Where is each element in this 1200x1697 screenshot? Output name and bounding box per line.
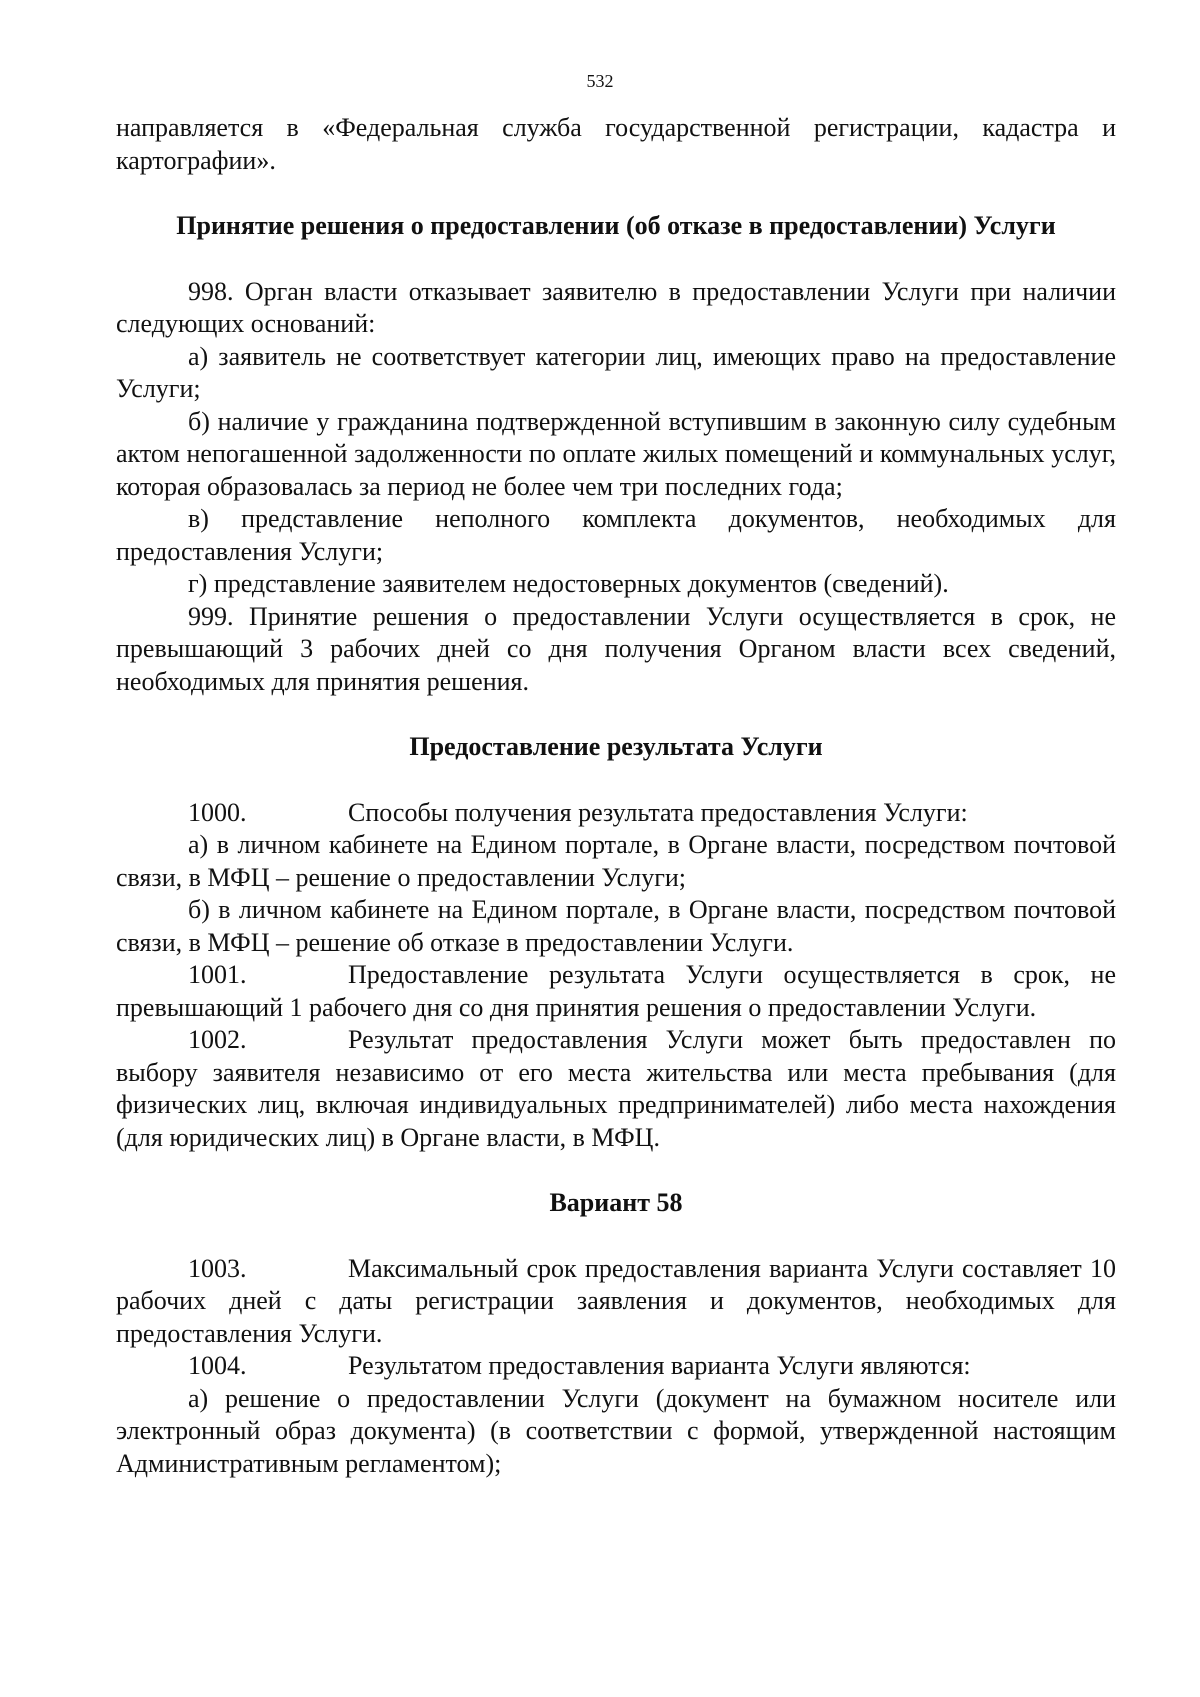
paragraph-999: 999. Принятие решения о предоставлении Услуги осуществляется в срок, не превышающий 3 рабочих дней со дня получения Органом власти всех сведений, необходимых для принятия решения. xyxy=(116,601,1116,696)
list-item-b: б) в личном кабинете на Едином портале, в Органе власти, посредством почтовой связи, в МФЦ – решение об отказе в предоставлении Услуги. xyxy=(116,895,1116,957)
paragraph-text: Максимальный срок предоставления варианта Услуги составляет 10 рабочих дней с даты регистрации заявления и документов, необходимых для предоставления Услуги. xyxy=(116,1253,1116,1348)
list-item-a: а) в личном кабинете на Едином портале, в Органе власти, посредством почтовой связи, в МФЦ – решение о предоставлении Услуги; xyxy=(116,830,1116,892)
paragraph-number: 1000. xyxy=(188,797,247,827)
list-item-b: б) наличие у гражданина подтвержденной вступившим в законную силу судебным актом непогашенной задолженности по оплате жилых помещений и коммунальных услуг, которая образовалась за период не более чем три последних года; xyxy=(116,406,1116,501)
list-item-g: г) представление заявителем недостоверных документов (сведений). xyxy=(188,569,949,598)
paragraph-text: Результатом предоставления варианта Услуги являются: xyxy=(348,1351,971,1380)
list-item-v: в) представление неполного комплекта документов, необходимых для предоставления Услуги; xyxy=(116,504,1116,566)
list-item-a: а) заявитель не соответствует категории лиц, имеющих право на предоставление Услуги; xyxy=(116,341,1116,403)
paragraph-number: 1003. xyxy=(188,1253,247,1283)
list-item-a: а) решение о предоставлении Услуги (документ на бумажном носителе или электронный образ документа) (в соответствии с формой, утвержденной настоящим Административным регламентом); xyxy=(116,1383,1116,1478)
page-number: 532 xyxy=(586,71,614,91)
paragraph-text: Предоставление результата Услуги осуществляется в срок, не превышающий 1 рабочего дня со дня принятия решения о предоставлении Услуги. xyxy=(116,960,1116,1022)
paragraph-number: 1001. xyxy=(188,960,247,989)
paragraph-1001 xyxy=(116,959,1116,1024)
section-heading-decision: Принятие решения о предоставлении (об отказе в предоставлении) Услуги xyxy=(176,211,1056,240)
section-heading-result: Предоставление результата Услуги xyxy=(409,732,823,761)
intro-paragraph: направляется в «Федеральная служба государственной регистрации, кадастра и картографии». xyxy=(116,113,1116,175)
paragraph-1000 xyxy=(116,797,1116,830)
paragraph-text: Способы получения результата предоставления Услуги: xyxy=(348,797,968,827)
paragraph-1003 xyxy=(116,1253,1116,1351)
paragraph-1004 xyxy=(116,1350,1116,1383)
section-heading-variant: Вариант 58 xyxy=(549,1188,683,1217)
paragraph-number: 1004. xyxy=(188,1351,247,1380)
paragraph-998: 998. Орган власти отказывает заявителю в предоставлении Услуги при наличии следующих оснований: xyxy=(116,276,1116,338)
document-body xyxy=(116,112,1116,1480)
paragraph-number: 1002. xyxy=(188,1025,247,1054)
paragraph-1002 xyxy=(116,1024,1116,1154)
paragraph-text: Результат предоставления Услуги может быть предоставлен по выбору заявителя независимо от его места жительства или места пребывания (для физических лиц, включая индивидуальных предпринимателей) либо места нахождения (для юридических лиц) в Органе власти, в МФЦ. xyxy=(116,1025,1116,1152)
